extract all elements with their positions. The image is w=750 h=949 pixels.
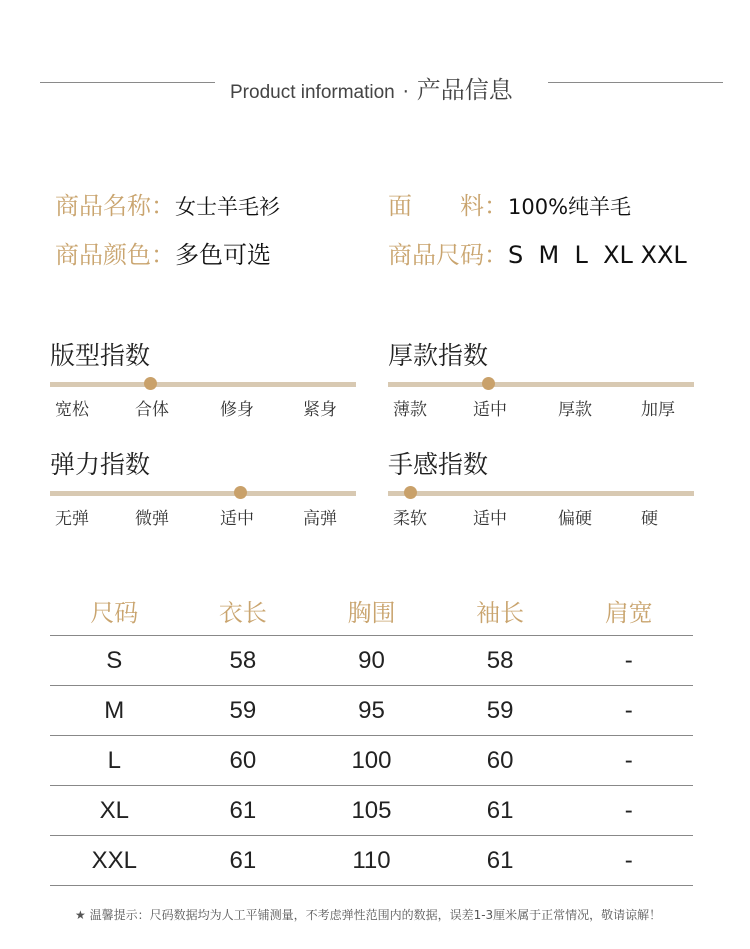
column-header: 衣长 bbox=[179, 585, 308, 636]
size-label: 商品尺码： bbox=[388, 241, 508, 269]
table-cell: 110 bbox=[307, 836, 436, 886]
index-title: 弹力指数 bbox=[50, 450, 151, 479]
table-cell: 95 bbox=[307, 686, 436, 736]
table-cell: L bbox=[50, 736, 179, 786]
table-cell: 58 bbox=[436, 636, 565, 686]
table-cell: 61 bbox=[179, 786, 308, 836]
index-label: 硬 bbox=[641, 509, 658, 529]
size-table-header bbox=[50, 585, 693, 636]
index-panel bbox=[50, 336, 356, 420]
table-cell: 61 bbox=[436, 786, 565, 836]
index-label: 修身 bbox=[220, 400, 254, 420]
index-label: 适中 bbox=[473, 400, 507, 420]
section-title bbox=[230, 70, 513, 105]
table-cell: 61 bbox=[179, 836, 308, 886]
table-cell: - bbox=[564, 736, 693, 786]
index-label: 高弹 bbox=[303, 509, 337, 529]
table-cell: 60 bbox=[179, 736, 308, 786]
header-divider-right bbox=[548, 82, 723, 83]
table-cell: S bbox=[50, 636, 179, 686]
index-marker bbox=[482, 377, 495, 390]
header-divider-left bbox=[40, 82, 215, 83]
index-marker bbox=[404, 486, 417, 499]
index-label: 适中 bbox=[473, 509, 507, 529]
index-label: 柔软 bbox=[393, 509, 427, 529]
column-header: 胸围 bbox=[307, 585, 436, 636]
index-label: 薄款 bbox=[393, 400, 427, 420]
index-panel bbox=[388, 336, 694, 420]
material-value: 100%纯羊毛 bbox=[508, 195, 632, 219]
product-name-label: 商品名称： bbox=[55, 192, 175, 220]
index-marker bbox=[234, 486, 247, 499]
index-labels bbox=[388, 504, 694, 529]
index-track bbox=[50, 382, 356, 387]
index-label: 无弹 bbox=[55, 509, 89, 529]
table-cell: - bbox=[564, 836, 693, 886]
section-header bbox=[0, 70, 750, 110]
index-labels bbox=[50, 504, 356, 529]
title-separator: · bbox=[402, 81, 409, 103]
table-cell: - bbox=[564, 686, 693, 736]
table-row bbox=[50, 786, 693, 836]
size-table bbox=[50, 585, 693, 886]
title-english: Product information bbox=[230, 82, 395, 103]
info-size bbox=[388, 235, 687, 270]
color-label: 商品颜色： bbox=[55, 241, 175, 269]
table-cell: 61 bbox=[436, 836, 565, 886]
index-labels bbox=[388, 395, 694, 420]
table-cell: 60 bbox=[436, 736, 565, 786]
info-color bbox=[55, 235, 271, 270]
index-label: 宽松 bbox=[55, 400, 89, 420]
title-chinese: 产品信息 bbox=[416, 76, 513, 104]
index-track bbox=[50, 491, 356, 496]
table-cell: - bbox=[564, 786, 693, 836]
table-cell: 100 bbox=[307, 736, 436, 786]
table-cell: 58 bbox=[179, 636, 308, 686]
index-track bbox=[388, 382, 694, 387]
product-name-value: 女士羊毛衫 bbox=[175, 195, 280, 219]
index-label: 合体 bbox=[135, 400, 169, 420]
color-value: 多色可选 bbox=[175, 241, 271, 269]
index-track bbox=[388, 491, 694, 496]
column-header: 尺码 bbox=[50, 585, 179, 636]
index-label: 加厚 bbox=[641, 400, 675, 420]
table-cell: M bbox=[50, 686, 179, 736]
table-cell: 59 bbox=[179, 686, 308, 736]
table-cell: - bbox=[564, 636, 693, 686]
index-label: 适中 bbox=[220, 509, 254, 529]
material-label: 面 料： bbox=[388, 192, 508, 220]
index-label: 厚款 bbox=[558, 400, 592, 420]
index-label: 微弹 bbox=[135, 509, 169, 529]
info-material bbox=[388, 186, 631, 221]
index-title: 版型指数 bbox=[50, 341, 151, 370]
column-header: 肩宽 bbox=[564, 585, 693, 636]
table-cell: 90 bbox=[307, 636, 436, 686]
table-row bbox=[50, 736, 693, 786]
column-header: 袖长 bbox=[436, 585, 565, 636]
table-row bbox=[50, 636, 693, 686]
measurement-note: ★ 温馨提示：尺码数据均为人工平铺测量，不考虑弹性范围内的数据，误差1-3厘米属于正常情况，敬请谅解！ bbox=[75, 908, 662, 922]
index-label: 紧身 bbox=[303, 400, 337, 420]
table-cell: 105 bbox=[307, 786, 436, 836]
info-product-name bbox=[55, 186, 280, 221]
table-row bbox=[50, 686, 693, 736]
table-row bbox=[50, 836, 693, 886]
index-label: 偏硬 bbox=[558, 509, 592, 529]
index-panel bbox=[388, 445, 694, 529]
table-cell: XL bbox=[50, 786, 179, 836]
index-labels bbox=[50, 395, 356, 420]
index-title: 手感指数 bbox=[388, 450, 489, 479]
index-title: 厚款指数 bbox=[388, 341, 489, 370]
index-marker bbox=[144, 377, 157, 390]
size-value: S M L XL XXL bbox=[508, 241, 687, 269]
table-cell: 59 bbox=[436, 686, 565, 736]
index-panel bbox=[50, 445, 356, 529]
table-cell: XXL bbox=[50, 836, 179, 886]
